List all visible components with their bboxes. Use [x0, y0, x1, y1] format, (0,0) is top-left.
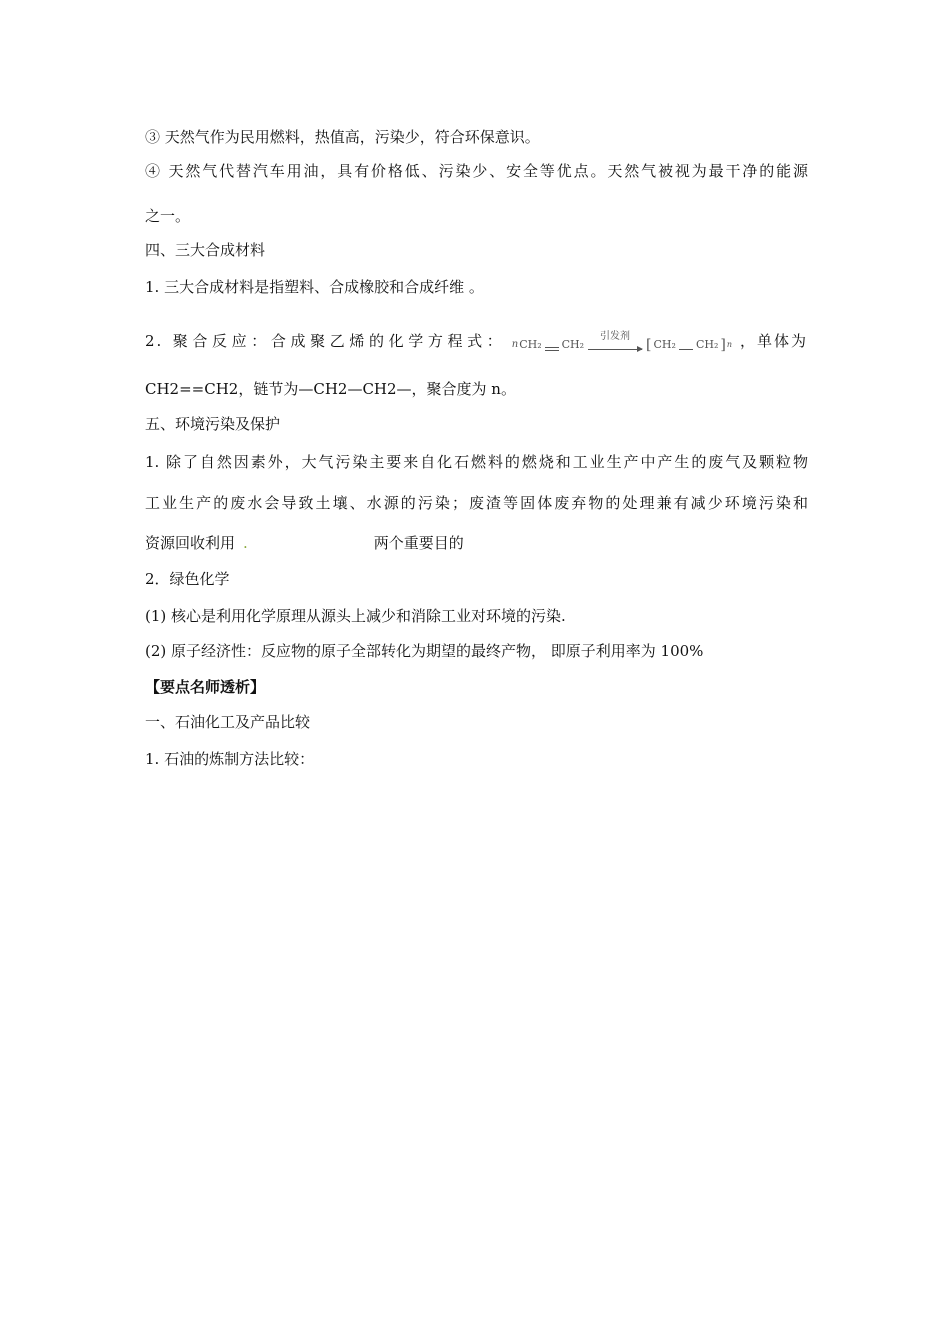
recycling-text: 资源回收利用: [145, 534, 236, 552]
single-bond-mark: [679, 349, 693, 350]
equation-reactant-a: CH₂: [519, 338, 542, 351]
catalyst-label: 引发剂: [600, 331, 631, 342]
two-purposes-text: 两个重要目的: [373, 534, 464, 552]
paragraph-green-core: (1) 核心是利用化学原理从源头上减少和消除工业对环境的污染.: [145, 607, 566, 625]
paragraph-natural-gas-vehicle: ④ 天然气代替汽车用油，具有价格低、污染少、安全等优点。天然气被视为最干净的能源: [145, 162, 808, 180]
polymerization-lead-text: 2. 聚合反应：合成聚乙烯的化学方程式：: [145, 332, 504, 350]
paragraph-three-materials: 1. 三大合成材料是指塑料、合成橡胶和合成纤维 。: [145, 278, 484, 296]
paragraph-polymerization: [145, 326, 808, 356]
polymerization-tail-text: ，单体为: [739, 332, 808, 350]
section-heading-expert-analysis: 【要点名师透析】: [145, 678, 266, 696]
bracket-right: ]: [720, 337, 726, 353]
equation-product-b: CH₂: [695, 338, 719, 351]
paragraph-natural-gas-civil: ③ 天然气作为民用燃料，热值高，污染少，符合环保意识。: [145, 128, 540, 146]
subheading-green-chemistry: 2．绿色化学: [145, 570, 230, 588]
paragraph-refining-methods: 1. 石油的炼制方法比较：: [145, 750, 315, 768]
equation-coefficient: n: [511, 339, 519, 350]
green-dot-mark: .: [243, 534, 248, 552]
arrow-shaft: [588, 349, 642, 350]
paragraph-monomer-chain: CH2==CH2，链节为—CH2—CH2—，聚合度为 n。: [145, 380, 516, 398]
section-heading-environment: 五、环境污染及保护: [145, 415, 281, 433]
degree-subscript: n: [726, 340, 732, 349]
section-heading-petrochemical: 一、石油化工及产品比较: [145, 713, 311, 731]
bracket-left: [: [646, 337, 652, 353]
paragraph-air-pollution: 1. 除了自然因素外，大气污染主要来自化石燃料的燃烧和工业生产中产生的废气及颗粒物: [145, 453, 808, 471]
reaction-arrow: [588, 326, 642, 356]
equation-reactant-b: CH₂: [561, 338, 585, 351]
paragraph-resource-recycling: [145, 532, 808, 554]
double-bond-mark: [545, 347, 559, 351]
paragraph-natural-gas-vehicle-cont: 之一。: [145, 207, 191, 225]
paragraph-atom-economy: (2) 原子经济性：反应物的原子全部转化为期望的最终产物， 即原子利用率为 100%: [145, 642, 704, 660]
section-heading-synthetic-materials: 四、三大合成材料: [145, 241, 266, 259]
paragraph-water-soil-pollution: 工业生产的废水会导致土壤、水源的污染；废渣等固体废弃物的处理兼有减少环境污染和: [145, 494, 808, 512]
equation-product-a: CH₂: [653, 338, 676, 351]
polyethylene-equation: [512, 326, 732, 356]
